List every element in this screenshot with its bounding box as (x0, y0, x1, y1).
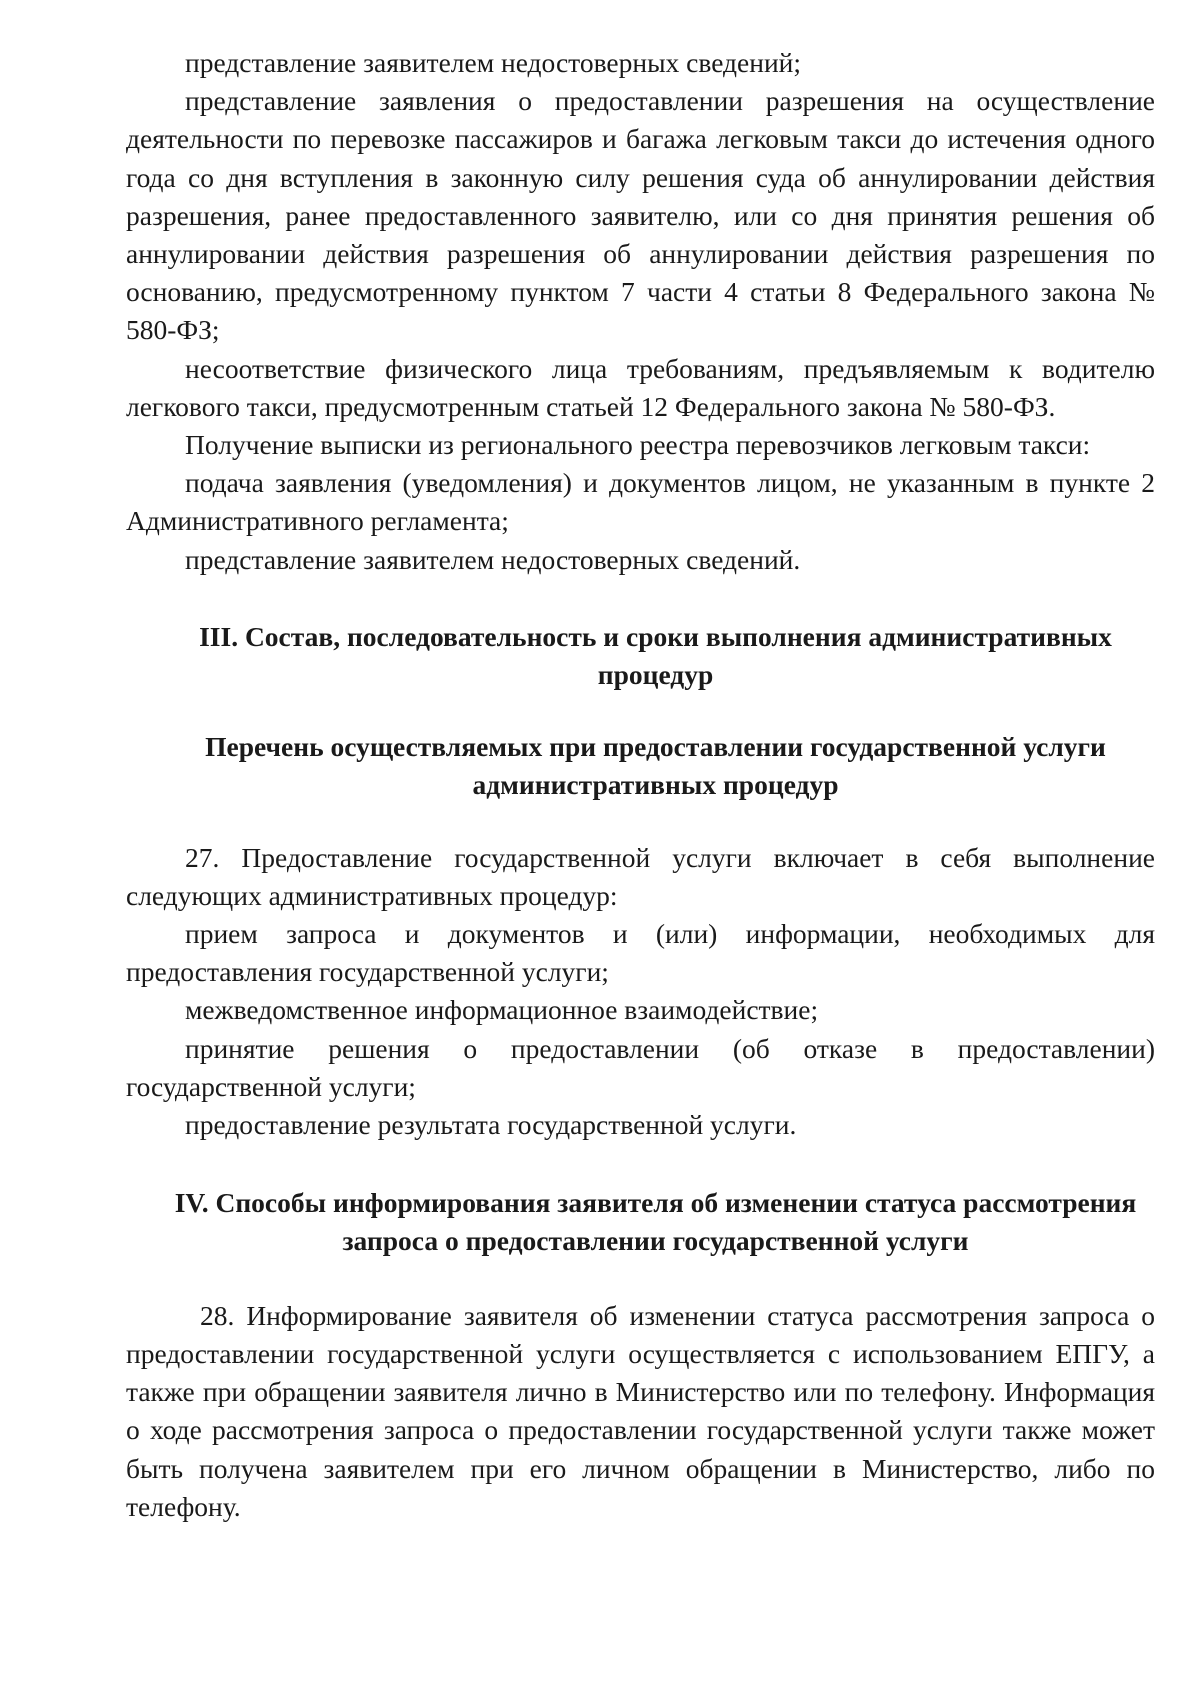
page-content (126, 44, 1155, 1526)
section-heading-iii: III. Состав, последовательность и сроки выполнения административных процедур (199, 620, 1112, 691)
list-item-interagency: межведомственное информационное взаимодействие; (185, 994, 819, 1026)
subsection-heading-procedures: Перечень осуществляемых при предоставлении государственной услуги административных процедур (205, 731, 1106, 801)
paragraph-repeat-application: представление заявления о предоставлении разрешения на осуществление деятельности по перевозке пассажиров и багажа легковым такси до истечения одного года со дня вступления в законную силу решения суда об аннулировании действия разрешения, ранее предоставленного заявителю, или со дня принятия решения об аннулировании действия разрешения об аннулировании действия разрешения по основанию, предусмотренному пунктом 7 части 4 статьи 8 Федерального закона № 580-ФЗ; (126, 85, 1155, 346)
paragraph-28: 28. Информирование заявителя об изменении статуса рассмотрения запроса о предоставлении государственной услуги осуществляется с использованием ЕПГУ, а также при обращении заявителя лично в Министерство или по телефону. Информация о ходе рассмотрения запроса о предоставлении государственной услуги также может быть получена заявителем при его личном обращении в Министерство, либо по телефону. (126, 1299, 1155, 1522)
paragraph-false-info: представление заявителем недостоверных сведений; (185, 47, 802, 78)
paragraph-false-info-2: представление заявителем недостоверных сведений. (185, 543, 801, 575)
list-item-request-intake: прием запроса и документов и (или) информации, необходимых для предоставления государственной услуги; (126, 918, 1155, 988)
list-item-decision: принятие решения о предоставлении (об отказе в предоставлении) государственной услуги; (126, 1032, 1155, 1102)
list-item-result: предоставление результата государственной услуги. (185, 1109, 797, 1141)
paragraph-unauthorized-person: подача заявления (уведомления) и документов лицом, не указанным в пункте 2 Административного регламента; (126, 467, 1155, 537)
section-heading-iv: IV. Способы информирования заявителя об изменении статуса рассмотрения запроса о предоставлении государственной услуги (174, 1187, 1137, 1257)
paragraph-27: 27. Предоставление государственной услуги включает в себя выполнение следующих административных процедур: (126, 841, 1155, 911)
paragraph-driver-requirements: несоответствие физического лица требованиям, предъявляемым к водителю легкового такси, предусмотренным статьей 12 Федерального закона № 580-ФЗ. (126, 352, 1155, 422)
paragraph-registry-extract: Получение выписки из регионального реестра перевозчиков легковым такси: (185, 429, 1091, 461)
